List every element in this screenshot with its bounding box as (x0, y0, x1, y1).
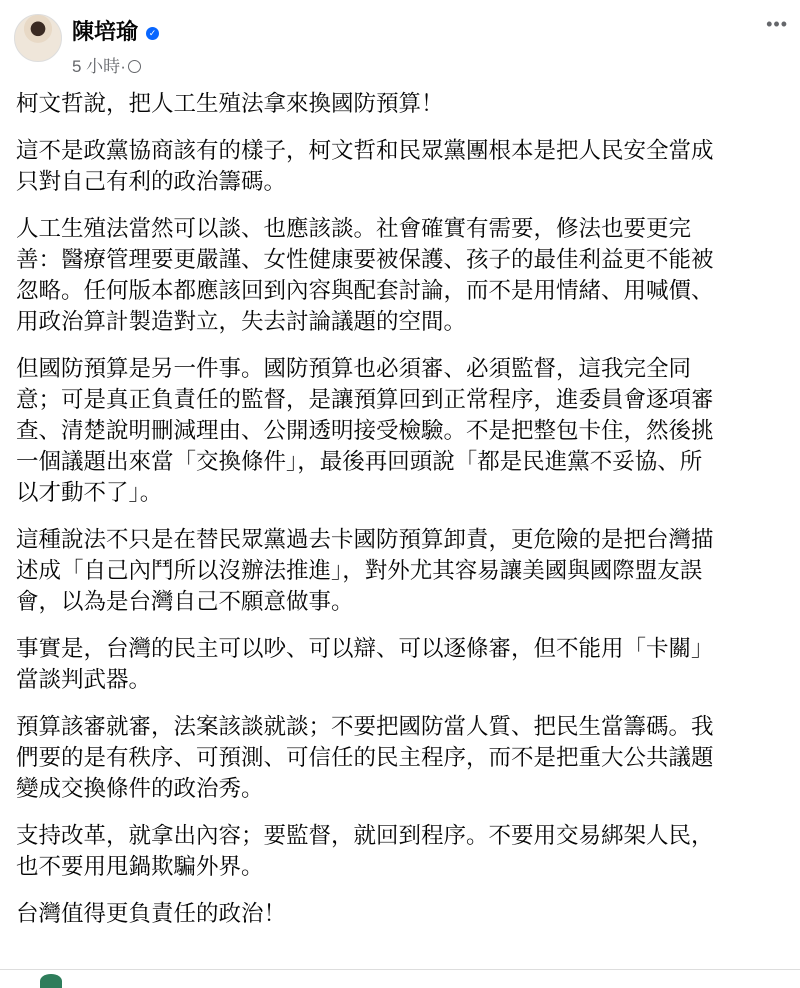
paragraph-line: 只對自己有利的政治籌碼。 (16, 169, 287, 194)
meta-separator: · (120, 57, 126, 76)
paragraph-line: 們要的是有秩序、可預測、可信任的民主程序，而不是把重大公共議題 (16, 745, 714, 770)
post-paragraph (16, 353, 796, 508)
paragraph-line: 支持改革，就拿出內容；要監督，就回到程序。不要用交易綁架人民， (16, 823, 714, 848)
paragraph-line: 會，以為是台灣自己不願意做事。 (16, 589, 354, 614)
paragraph-line: 以才動不了」。 (16, 480, 163, 505)
paragraph-line: 台灣值得更負責任的政治！ (16, 901, 287, 926)
divider (0, 969, 800, 970)
post-paragraph (16, 820, 796, 882)
paragraph-line: 事實是，台灣的民主可以吵、可以辯、可以逐條審，但不能用「卡關」 (16, 636, 714, 661)
paragraph-line: 當談判武器。 (16, 667, 152, 692)
paragraph-line: 善：醫療管理要更嚴謹、女性健康要被保護、孩子的最佳利益更不能被 (16, 247, 714, 272)
paragraph-line: 預算該審就審，法案該談就談；不要把國防當人質、把民生當籌碼。我 (16, 714, 714, 739)
paragraph-line: 柯文哲說，把人工生殖法拿來換國防預算！ (16, 91, 444, 116)
post-paragraph (16, 135, 796, 197)
paragraph-line: 述成「自己內鬥所以沒辦法推進」，對外尤其容易讓美國與國際盟友誤 (16, 558, 703, 583)
paragraph-line: 變成交換條件的政治秀。 (16, 776, 264, 801)
post-paragraph (16, 711, 796, 804)
paragraph-line: 也不要用甩鍋欺騙外界。 (16, 854, 264, 879)
verified-badge-icon: ✓ (146, 27, 159, 40)
post-time[interactable]: 5 小時 (72, 57, 121, 76)
post-paragraph (16, 633, 796, 695)
post-paragraph (16, 88, 796, 119)
paragraph-line: 一個議題出來當「交換條件」，最後再回頭說「都是民進黨不妥協、所 (16, 449, 703, 474)
post-meta (72, 52, 141, 77)
author-avatar[interactable] (14, 14, 62, 62)
paragraph-line: 查、清楚說明刪減理由、公開透明接受檢驗。不是把整包卡住，然後挑 (16, 418, 714, 443)
post-paragraph (16, 213, 796, 337)
comment-avatar (40, 974, 62, 988)
post-paragraph (16, 524, 796, 617)
paragraph-line: 這不是政黨協商該有的樣子，柯文哲和民眾黨團根本是把人民安全當成 (16, 138, 714, 163)
paragraph-line: 這種說法不只是在替民眾黨過去卡國防預算卸責，更危險的是把台灣描 (16, 527, 714, 552)
paragraph-line: 人工生殖法當然可以談、也應該談。社會確實有需要，修法也要更完 (16, 216, 692, 241)
paragraph-line: 但國防預算是另一件事。國防預算也必須審、必須監督，這我完全同 (16, 356, 692, 381)
paragraph-line: 用政治算計製造對立，失去討論議題的空間。 (16, 309, 467, 334)
paragraph-line: 忽略。任何版本都應該回到內容與配套討論，而不是用情緒、用喊價、 (16, 278, 714, 303)
post-header (14, 12, 800, 76)
author-name[interactable]: 陳培瑜 (72, 19, 139, 44)
more-options-icon[interactable]: ••• (766, 14, 788, 34)
post-paragraph (16, 898, 796, 929)
post-body (16, 88, 796, 945)
author-name-row (72, 15, 159, 46)
paragraph-line: 意；可是真正負責任的監督，是讓預算回到正常程序，進委員會逐項審 (16, 387, 714, 412)
globe-icon (128, 60, 141, 73)
